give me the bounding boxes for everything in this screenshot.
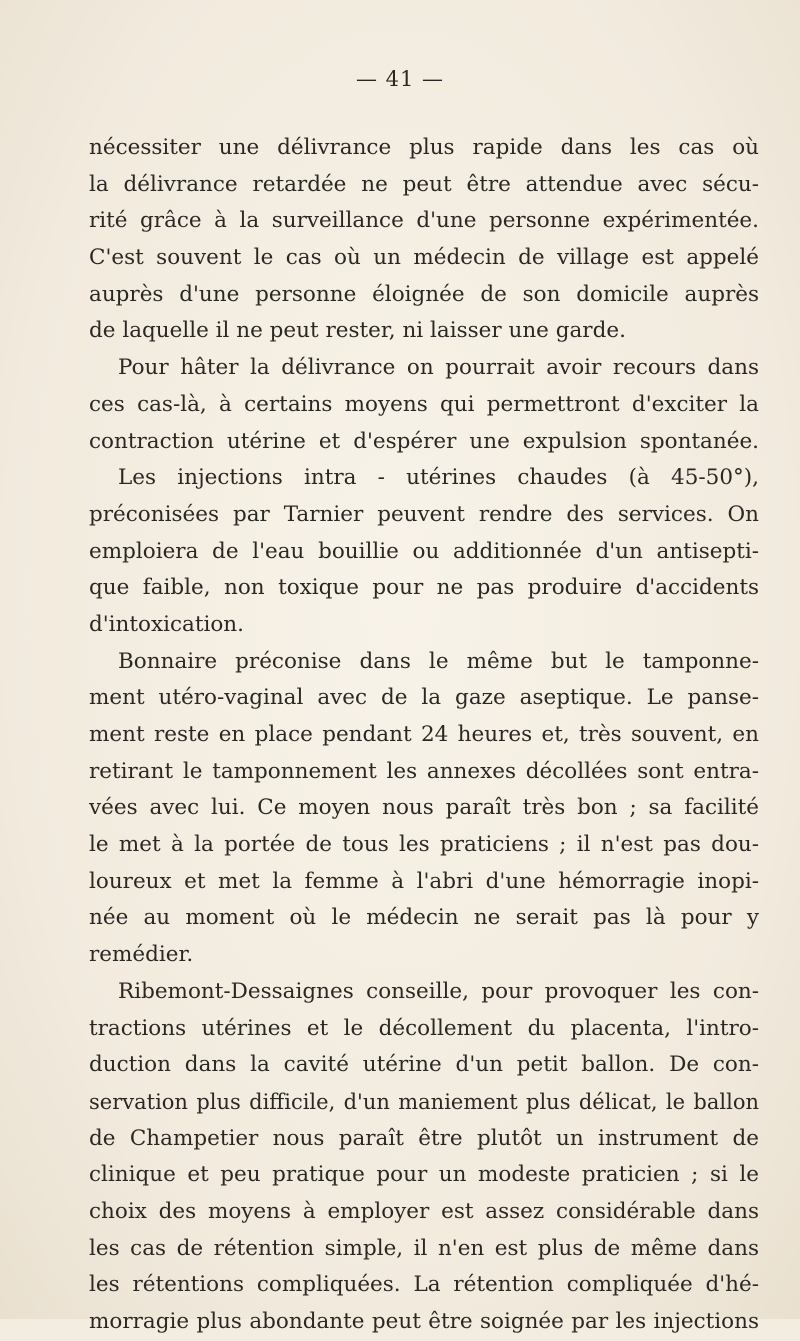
text-line: Les injections intra - utérines chaudes (à 45-50°), xyxy=(118,465,759,491)
text-line: C'est souvent le cas où un médecin de village est appelé xyxy=(89,245,759,271)
text-line: le met à la portée de tous les praticiens ; il n'est pas dou- xyxy=(89,832,759,858)
text-line: nécessiter une délivrance plus rapide dans les cas où xyxy=(89,135,759,160)
text-line: née au moment où le médecin ne serait pas là pour y xyxy=(89,905,759,931)
text-line: les rétentions compliquées. La rétention compliquée d'hé- xyxy=(89,1272,759,1298)
text-line: de Champetier nous paraît être plutôt un instrument de xyxy=(89,1125,759,1151)
text-line: contraction utérine et d'espérer une expulsion spontanée. xyxy=(89,428,759,454)
text-line: clinique et peu pratique pour un modeste praticien ; si le xyxy=(89,1162,759,1188)
text-line: choix des moyens à employer est assez considérable dans xyxy=(89,1198,759,1224)
text-line: retirant le tamponnement les annexes décollées sont entra- xyxy=(89,758,759,784)
text-line: morragie plus abondante peut être soignée par les injections xyxy=(89,1309,759,1334)
text-line: servation plus difficile, d'un maniement plus délicat, le ballon xyxy=(89,1089,759,1114)
text-line: les cas de rétention simple, il n'en est plus de même dans xyxy=(89,1235,759,1261)
text-line: la délivrance retardée ne peut être attendue avec sécu- xyxy=(89,171,759,197)
text-line: que faible, non toxique pour ne pas produire d'accidents xyxy=(89,575,759,601)
text-line: de laquelle il ne peut rester, ni laisser une garde. xyxy=(89,318,626,344)
text-line: ment utéro-vaginal avec de la gaze aseptique. Le panse- xyxy=(89,685,759,711)
text-line: Pour hâter la délivrance on pourrait avoir recours dans xyxy=(118,355,759,381)
text-line: loureux et met la femme à l'abri d'une hémorragie inopi- xyxy=(89,868,759,894)
text-line: duction dans la cavité utérine d'un petit ballon. De con- xyxy=(89,1052,759,1078)
text-line: vées avec lui. Ce moyen nous paraît très bon ; sa facilité xyxy=(89,795,759,821)
text-line: préconisées par Tarnier peuvent rendre des services. On xyxy=(89,501,759,527)
body-text xyxy=(89,130,759,1341)
page-number: — 41 — xyxy=(355,67,445,91)
text-line: Bonnaire préconise dans le même but le tamponne- xyxy=(118,648,759,674)
text-line: ces cas-là, à certains moyens qui permettront d'exciter la xyxy=(89,391,759,417)
text-line: Ribemont-Dessaignes conseille, pour provoquer les con- xyxy=(118,978,759,1004)
text-line: emploiera de l'eau bouillie ou additionnée d'un antisepti- xyxy=(89,538,759,564)
text-line: ment reste en place pendant 24 heures et, très souvent, en xyxy=(89,722,759,747)
text-line: remédier. xyxy=(89,942,194,968)
text-line: d'intoxication. xyxy=(89,611,244,637)
text-line: tractions utérines et le décollement du placenta, l'intro- xyxy=(89,1015,759,1041)
text-line: auprès d'une personne éloignée de son domicile auprès xyxy=(89,281,759,307)
text-line: rité grâce à la surveillance d'une personne expérimentée. xyxy=(89,208,759,234)
